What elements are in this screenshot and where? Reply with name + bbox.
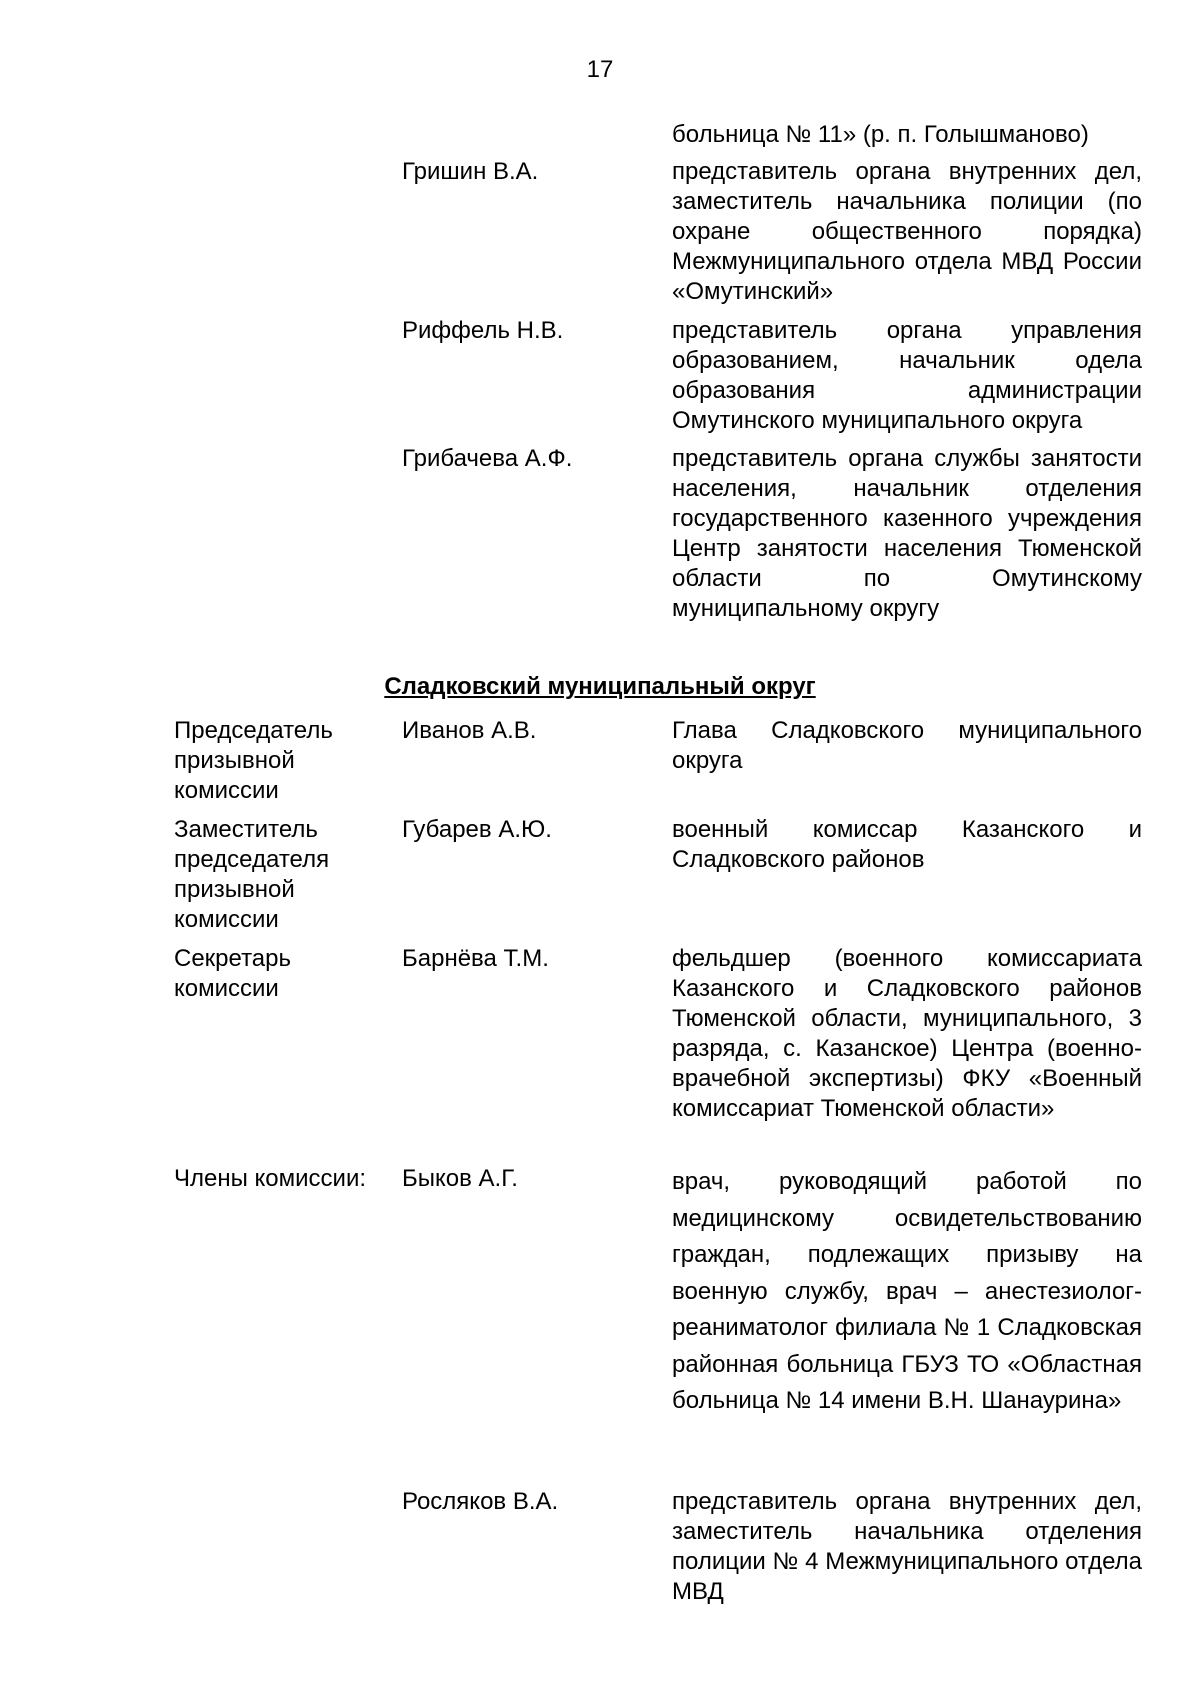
member-description: представитель органа службы занятости населения, начальник отделения государственного казенного учреждения Центр занятости населения Тюменской области по Омутинскому муниципальному округу [672,445,1142,622]
member-description: представитель органа внутренних дел, заместитель начальника полиции (по охране общественного порядка) Межмуниципального отдела МВД России «Омутинский» [672,158,1142,305]
member-role: Члены комиссии: [174,1165,367,1192]
member-description: фельдшер (военного комиссариата Казанского и Сладковского районов Тюменской области, муниципального, 3 разряда, с. Казанское) Центра (военно-врачебной экспертизы) ФКУ «Военный комиссариат Тюменской области» [672,945,1142,1122]
member-name: Губарев А.Ю. [402,816,552,843]
member-name: Быков А.Г. [402,1165,518,1192]
member-role: Председатель призывной комиссии [174,717,333,804]
member-description: врач, руководящий работой по медицинскому освидетельствованию граждан, подлежащих призыву на военную службу, врач – анестезиолог-реаниматолог филиала № 1 Сладковская районная больница ГБУЗ ТО «Областная больница № 14 имени В.Н. Шанаурина» [672,1168,1142,1414]
member-name: Риффель Н.В. [402,317,564,344]
member-role: Секретарь комиссии [174,945,291,1002]
member-name: Росляков В.А. [402,1488,559,1515]
member-description: больница № 11» (р. п. Голышманово) [672,121,1089,148]
member-description: представитель органа внутренних дел, заместитель начальника отделения полиции № 4 Межмуниципального отдела МВД [672,1488,1142,1605]
section-title: Сладковский муниципальный округ [384,673,816,700]
member-name: Гришин В.А. [402,158,539,185]
member-description: военный комиссар Казанского и Сладковского районов [672,816,1142,873]
page-number: 17 [586,56,614,83]
member-description: Глава Сладковского муниципального округа [672,717,1142,774]
member-name: Иванов А.В. [402,717,537,744]
member-name: Барнёва Т.М. [402,945,549,972]
member-name: Грибачева А.Ф. [402,445,573,472]
member-role: Заместитель председателя призывной комиссии [174,816,330,933]
member-description: представитель органа управления образованием, начальник одела образования администрации Омутинского муниципального округа [672,317,1142,434]
